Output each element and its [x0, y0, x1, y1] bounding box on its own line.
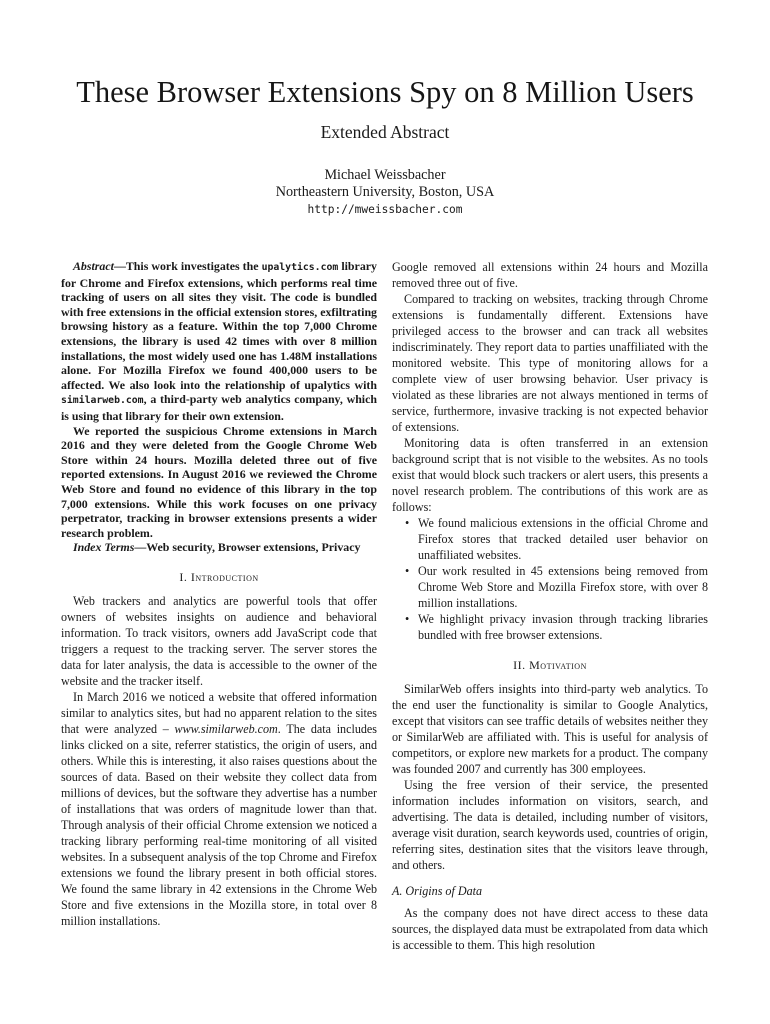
- author-affiliation: Northeastern University, Boston, USA: [275, 184, 495, 200]
- motivation-heading: II. Motivation: [513, 658, 587, 672]
- abstract: [61, 259, 377, 555]
- intro-paragraph-1: Web trackers and analytics are powerful tools that offer owners of websites insights on audience and behavioral information. To track visitors, owners add JavaScript code that triggers a request to the tracking server. The server stores the data for later analysis, the data is accessible to the owner of the website and the tracker itself.: [61, 593, 377, 688]
- origins-heading: A. Origins of Data: [392, 884, 483, 898]
- abstract-paragraph-2: We reported the suspicious Chrome extensions in March 2016 and they were deleted from the Google Chrome Web Store within 24 hours. Mozilla deleted three out of five reported extensions. In August 2016 we reviewed the Chrome Web Store and found no evidence of this library in the top 7,000 extensions. While this work focuses on one privacy perpetrator, tracking in browser extensions presents a wider research problem.: [61, 423, 377, 540]
- index-terms: [61, 540, 377, 555]
- author-url: http://mweissbacher.com: [307, 203, 463, 216]
- intro-p2-rest: . The data includes links clicked on a site, referrer statistics, the origin of users, and others. While this is interesting, it also raises questions about the sources of data. Based on their website they collect data from millions of devices, but the software they advertise has a number of installations that was orders of magnitude lower than that. Through analysis of their official Chrome extension we noticed a tracking library performing real-time monitoring of all visited websites. In a subsequent analysis of the top Chrome and Firefox extensions we found the library present in both official stores. We found the same library in 42 extensions in the Chrome Web Store and five extensions in the Mozilla store, in total over 8 million installations.: [61, 721, 378, 928]
- index-terms-lead: Index Terms: [73, 540, 135, 555]
- abstract-end: , a third-party web analytics company, which is using that library for their own extension.: [61, 392, 377, 423]
- paper-title: These Browser Extensions Spy on 8 Million Users: [76, 75, 694, 109]
- right-column: [392, 259, 708, 953]
- bullet: •: [405, 564, 410, 578]
- intro-heading: I. Introduction: [179, 569, 259, 584]
- list-item: • We found malicious extensions in the official Chrome and Firefox stores that tracked detailed user behavior on unaffiliated websites.: [405, 516, 708, 562]
- abstract-lib-name: upalytics.com: [261, 262, 339, 273]
- abstract-lib2-name: similarweb.com: [61, 395, 144, 407]
- intro-continued: Google removed all extensions within 24 hours and Mozilla removed three out of five.: [392, 260, 708, 290]
- intro-paragraph-4: Monitoring data is often transferred in an extension background script that is not visible to the websites. As no tools exist that would block such trackers or alert users, this presents a novel research problem. The contributions of this work are as follows:: [392, 436, 708, 514]
- abstract-body: library for Chrome and Firefox extensions, which performs real time tracking of users on all sites they visit. The code is bundled with free extensions in the official extension stores, exfiltrating browsing history as a feature. Within the top 7,000 Chrome extensions, the library is used 42 times with over 8 million installations, the most widely used one has 1.48M installations alone. For Mozilla Firefox we found 400,000 users to be affected. We also look into the relationship of upalytics with: [61, 259, 377, 392]
- author-name: Michael Weissbacher: [324, 167, 446, 183]
- motivation-paragraph-1: SimilarWeb offers insights into third-party web analytics. To the end user the functionality is similar to Google Analytics, except that visitors can see traffic details of websites neither they or SimilarWeb are affiliated with. This is useful for analysis of competitors, or explore new markets for a product. The company was founded 2007 and currently has 300 employees.: [392, 682, 708, 776]
- list-item: • Our work resulted in 45 extensions being removed from Chrome Web Store and Mozilla Firefox store, with over 8 million installations.: [405, 564, 708, 610]
- motivation-paragraph-2: Using the free version of their service, the presented information includes information on visitors, search, and advertising. The data is detailed, including number of visitors, average visit duration, search keywords used, countries of origin, referring sites, destination sites that the visitors leave through, and others.: [392, 778, 708, 872]
- bullet: •: [405, 612, 410, 626]
- abstract-paragraph: [61, 259, 377, 424]
- list-item: • We highlight privacy invasion through tracking libraries bundled with free browser extensions.: [405, 612, 708, 642]
- index-terms-list: —Web security, Browser extensions, Privacy: [134, 540, 361, 555]
- left-column: [61, 259, 377, 929]
- intro-paragraph-2: [61, 689, 377, 929]
- abstract-dash: —This work investigates the: [113, 259, 262, 273]
- bullet: •: [405, 516, 410, 530]
- intro-paragraph-3: Compared to tracking on websites, tracking through Chrome extensions is fundamentally different. Extensions have privileged access to the browser and can track all websites indiscriminately. They report data to parties unaffiliated with the monitored website. This type of monitoring allows for a complete view of user browsing behavior. User privacy is violated as these libraries are not always mentioned in terms of service, furthermore, invasive tracking is not expected behavior of extensions.: [392, 292, 708, 434]
- intro-p2-start: In March 2016 we noticed a website that offered information similar to analytics sites, but had no apparent relation to the sites that were analyzed –: [61, 689, 377, 736]
- similarweb-link: www.similarweb.com: [174, 721, 278, 736]
- paper-subtitle: Extended Abstract: [320, 122, 450, 142]
- contributions-list: [392, 515, 708, 643]
- origins-paragraph: As the company does not have direct access to these data sources, the displayed data must be extrapolated from data which is accessible to them. This high resolution: [392, 906, 708, 952]
- abstract-lead: Abstract: [73, 259, 114, 273]
